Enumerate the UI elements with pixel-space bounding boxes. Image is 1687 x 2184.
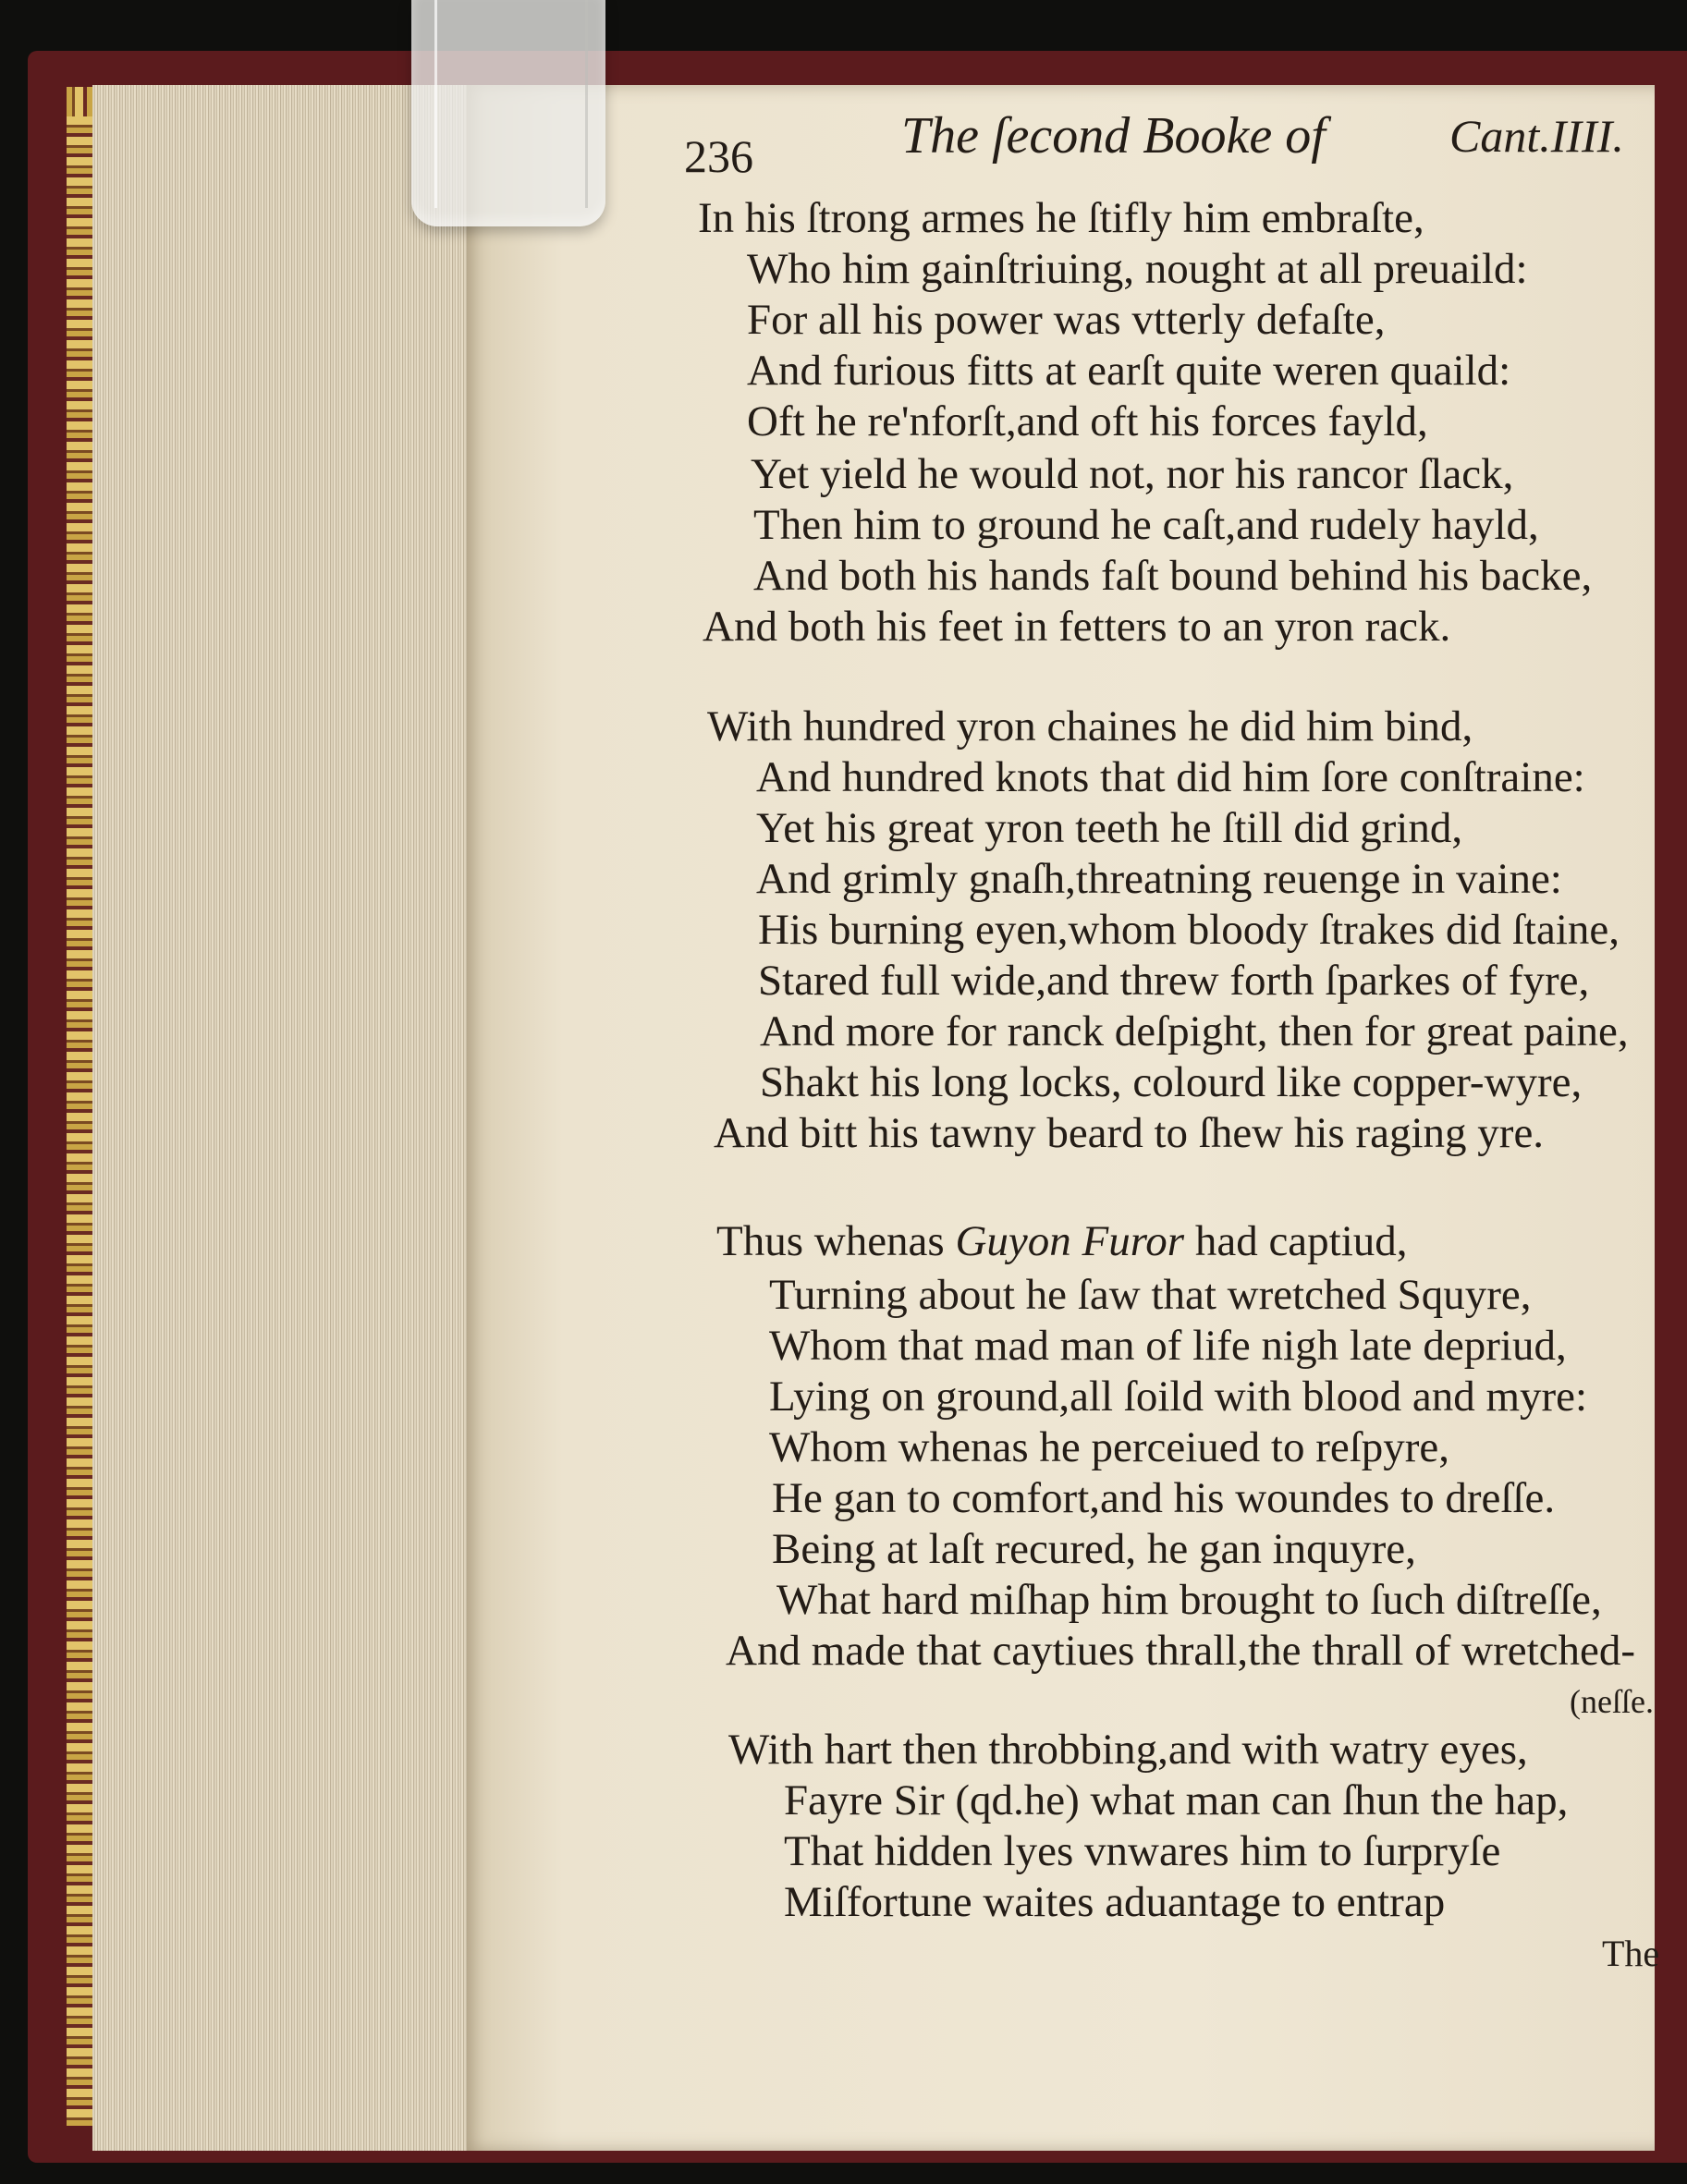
verse-line-with-names [716, 1217, 1408, 1265]
verse-line: And more for ranck deſpight, then for great paine, [760, 1007, 1629, 1055]
page-clip-edge [434, 0, 588, 208]
page-fore-edge [92, 85, 473, 2151]
verse-line: Being at laſt recured, he gan inquyre, [772, 1525, 1416, 1573]
verse-line: Lying on ground,all ſoild with blood and myre: [769, 1373, 1588, 1421]
verse-line-end: had captiud, [1194, 1217, 1408, 1265]
verse-line-start: Thus whenas [716, 1217, 945, 1265]
verse-line: And bitt his tawny beard to ſhew his raging yre. [714, 1109, 1545, 1157]
verse-line: And made that caytiues thrall,the thrall of wretched- [726, 1627, 1636, 1675]
verse-line: Miſfortune waites aduantage to entrap [784, 1878, 1446, 1926]
canto-label: Cant.IIII. [1449, 110, 1624, 162]
verse-line: Whom that mad man of life nigh late depriud, [769, 1322, 1567, 1370]
verse-line: And grimly gnaſh,threatning reuenge in vaine: [756, 855, 1562, 903]
verse-line: In his ſtrong armes he ſtifly him embraſte, [698, 194, 1424, 242]
verse-line: Oft he re'nforſt,and oft his forces fayld, [747, 397, 1428, 445]
verse-line: Yet his great yron teeth he ſtill did grind, [756, 804, 1463, 852]
catchword: The [1602, 1933, 1660, 1974]
verse-line: Then him to ground he caſt,and rudely hayld, [753, 501, 1539, 549]
verse-line: Stared full wide,and threw forth ſparkes of fyre, [758, 957, 1590, 1005]
verse-line: He gan to comfort,and his woundes to dreſſe. [772, 1474, 1556, 1522]
verse-line: Turning about he ſaw that wretched Squyre, [769, 1271, 1532, 1319]
verse-line: And hundred knots that did him ſore conſtraine: [756, 753, 1585, 801]
verse-line: With hart then throbbing,and with watry eyes, [728, 1726, 1528, 1774]
verse-line: Whom whenas he perceiued to reſpyre, [769, 1423, 1450, 1471]
verse-line: His burning eyen,whom bloody ſtrakes did ſtaine, [758, 906, 1620, 954]
cover-right-edge [1655, 85, 1687, 2151]
running-title: The ſecond Booke of [901, 107, 1326, 165]
turnover-text: (neſſe. [1570, 1683, 1654, 1720]
page-number: 236 [684, 130, 753, 182]
verse-line: With hundred yron chaines he did him bind, [707, 702, 1473, 750]
verse-line: And both his hands faſt bound behind his backe, [753, 552, 1593, 600]
verse-line: Fayre Sir (qd.he) what man can ſhun the hap, [784, 1776, 1569, 1824]
verse-line: And both his feet in fetters to an yron rack. [703, 603, 1451, 651]
character-names: Guyon Furor [955, 1217, 1195, 1265]
verse-line: What hard miſhap him brought to ſuch diſtreſſe, [776, 1576, 1602, 1624]
verse-line: Yet yield he would not, nor his rancor ſlack, [751, 450, 1514, 498]
verse-line: Who him gainſtriuing, nought at all preuaild: [747, 245, 1528, 293]
verse-line: And furious fitts at earſt quite weren quaild: [747, 347, 1511, 395]
verse-line: That hidden lyes vnwares him to ſurpryſe [784, 1827, 1501, 1875]
verse-line: Shakt his long locks, colourd like copper-wyre, [760, 1058, 1583, 1106]
verse-line: For all his power was vtterly defaſte, [747, 296, 1386, 344]
